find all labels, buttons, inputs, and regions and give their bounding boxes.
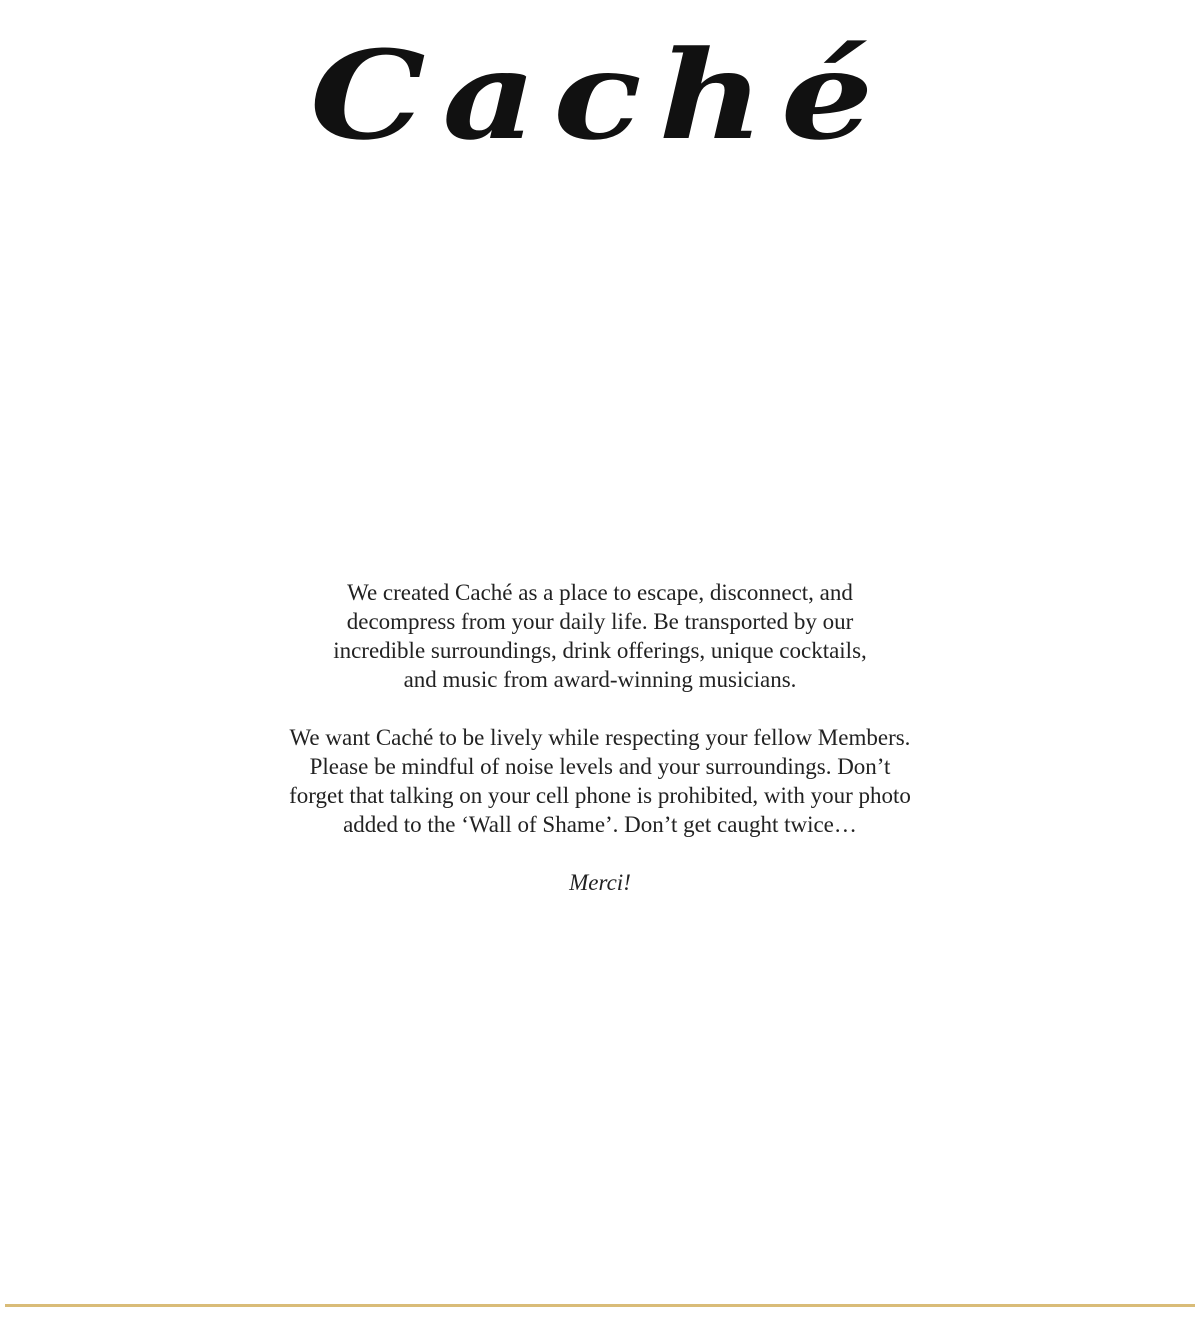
etiquette-paragraph: We want Caché to be lively while respecting your fellow Members. Please be mindful of noise levels and your surroundings. Don’t forget that talking on your cell phone is prohibited, with your photo added to the ‘Wall of Shame’. Don’t get caught twice…	[289, 725, 911, 837]
logo-header	[0, 28, 1200, 158]
paragraph-spacer	[200, 839, 1000, 868]
welcome-message	[200, 578, 1000, 897]
cache-logo	[290, 28, 910, 158]
paragraph-spacer	[200, 694, 1000, 723]
intro-paragraph: We created Caché as a place to escape, disconnect, and decompress from your daily life. Be transported by our incredible surroundings, drink offerings, unique cocktails, and music from award-winning musicians.	[333, 580, 867, 692]
sign-off: Merci!	[569, 870, 631, 895]
logo-wordmark: Caché	[310, 28, 890, 158]
footer-divider	[5, 1304, 1195, 1307]
